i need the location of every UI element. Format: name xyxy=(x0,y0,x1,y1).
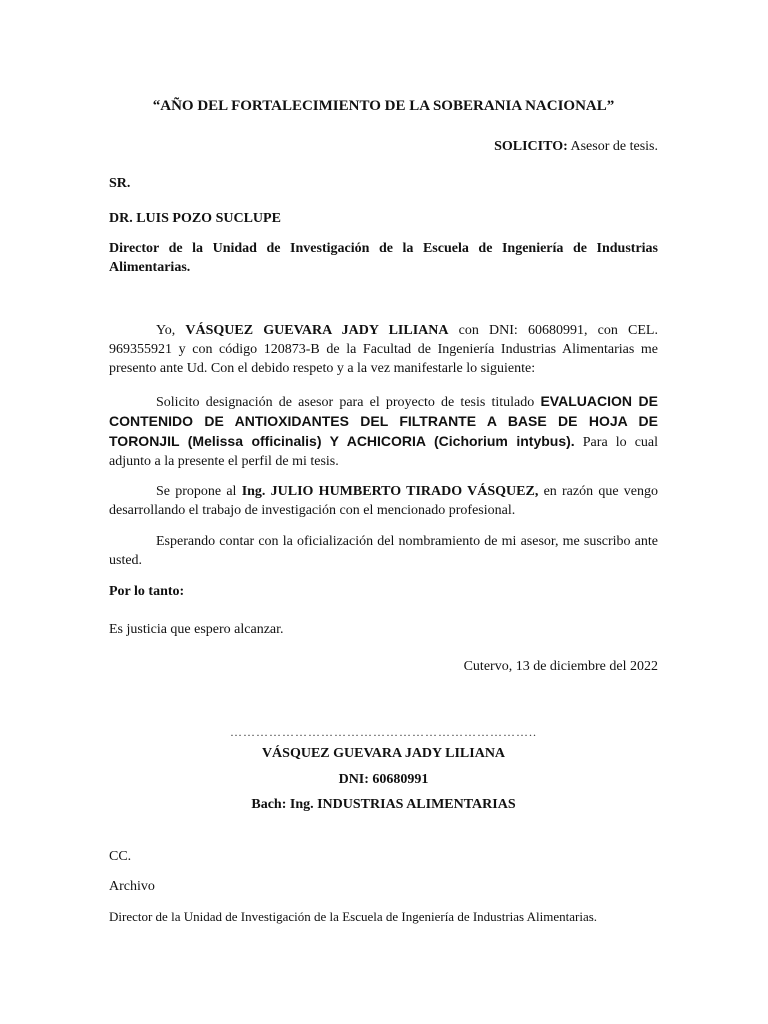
applicant-name: VÁSQUEZ GUEVARA JADY LILIANA xyxy=(185,323,449,338)
cc-recipient: Director de la Unidad de Investigación de la Escuela de Ingeniería de Industrias Alimentarias. xyxy=(109,909,598,924)
salutation: SR. xyxy=(109,176,131,191)
thesis-scientific-name-1: Melissa officinalis xyxy=(192,433,317,449)
subject-line xyxy=(109,137,658,156)
signer-name: VÁSQUEZ GUEVARA JADY LILIANA xyxy=(261,746,506,761)
p2-rest: Para lo cual adjunto a la presente el perfil de mi tesis. xyxy=(109,435,659,469)
thesis-title-c: ). xyxy=(566,433,575,449)
place-date: Cutervo, 13 de diciembre del 2022 xyxy=(463,659,658,674)
cc-archive: Archivo xyxy=(109,879,155,894)
thesis-scientific-name-2: Cichorium intybus xyxy=(438,433,567,449)
p1-rest: con DNI: 60680991, con CEL. 969355921 y con código 120873-B de la Facultad de Ingeniería Industrias Alimentarias me presento ante Ud. Con el debido respeto y a la vez manifestarle lo siguiente: xyxy=(109,323,658,376)
year-motto: “AÑO DEL FORTALECIMIENTO DE LA SOBERANIA NACIONAL” xyxy=(152,98,615,114)
cc-label: CC. xyxy=(109,849,132,864)
paragraph-request xyxy=(109,392,658,471)
p1-lead: Yo, xyxy=(156,323,186,338)
therefore-label: Por lo tanto: xyxy=(109,584,185,599)
recipient-name: DR. LUIS POZO SUCLUPE xyxy=(109,211,281,226)
letter-page xyxy=(109,0,658,1024)
p3-rest: en razón que vengo desarrollando el trabajo de investigación con el mencionado profesional. xyxy=(109,484,659,518)
paragraph-introduction xyxy=(109,321,658,378)
subject-label: SOLICITO: xyxy=(494,139,568,154)
advisor-name: Ing. JULIO HUMBERTO TIRADO VÁSQUEZ, xyxy=(241,484,539,499)
paragraph-closing-request: Esperando contar con la oficialización del nombramiento de mi asesor, me suscribo ante usted. xyxy=(109,534,658,568)
signature-line: …………………………………………………………….. xyxy=(230,725,537,739)
signer-dni: DNI: 60680991 xyxy=(338,772,429,787)
subject-value: Asesor de tesis. xyxy=(570,139,658,154)
p2-lead: Solicito designación de asesor para el proyecto de tesis titulado xyxy=(156,395,541,410)
recipient-title: Director de la Unidad de Investigación de la Escuela de Ingeniería de Industrias Alimentarias. xyxy=(109,241,658,275)
signer-degree: Bach: Ing. INDUSTRIAS ALIMENTARIAS xyxy=(251,797,516,812)
closing-line: Es justicia que espero alcanzar. xyxy=(109,622,284,637)
thesis-title-a: EVALUACION DE CONTENIDO DE ANTIOXIDANTES DEL FILTRANTE A BASE DE HOJA DE TORONJIL ( xyxy=(109,393,658,449)
p3-lead: Se propone al xyxy=(156,484,242,499)
thesis-title-b: ) Y ACHICORIA ( xyxy=(316,433,439,449)
paragraph-advisor xyxy=(109,482,658,520)
